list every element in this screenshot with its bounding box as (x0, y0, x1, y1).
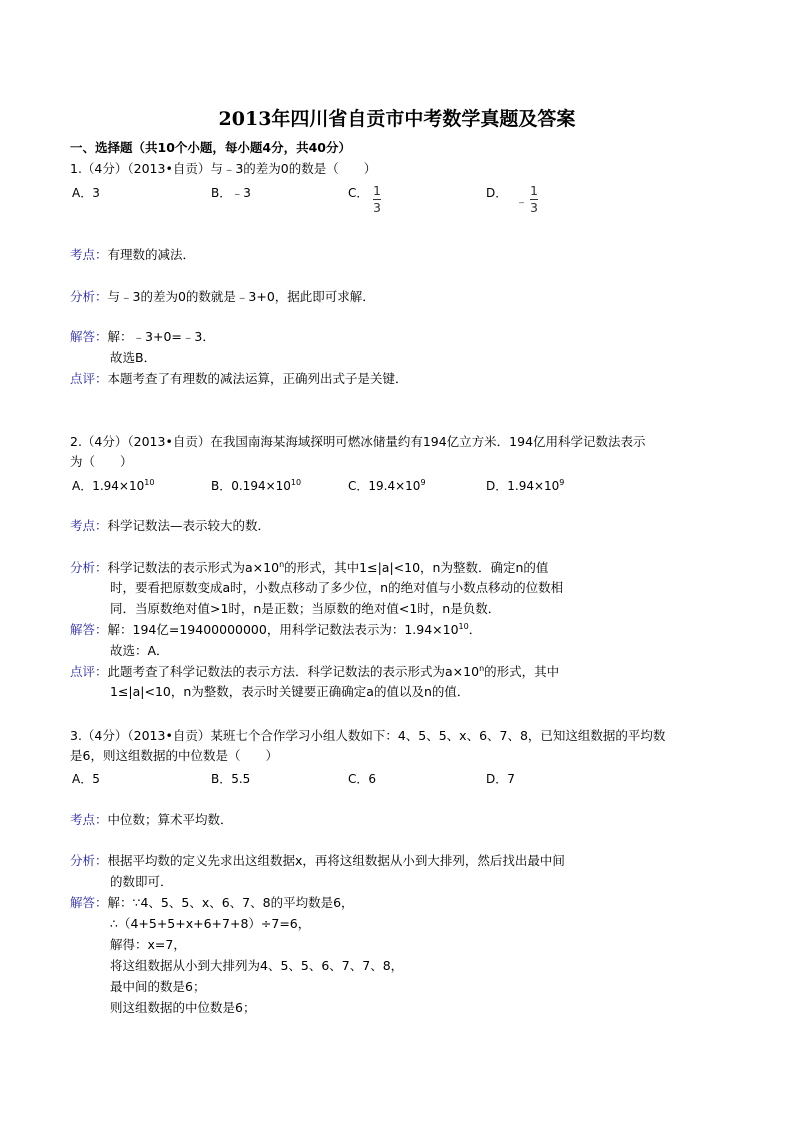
q1-option-b: B．﹣3 (211, 186, 251, 200)
q3-fenxi-line2: 的数即可． (110, 874, 173, 889)
q3-jieda: 解答：解：∵4、5、5、x、6、7、8的平均数是6， (70, 895, 354, 910)
page-title: 2013年四川省自贡市中考数学真题及答案 (218, 108, 576, 130)
q3-fenxi: 分析：根据平均数的定义先求出这组数据x，再将这组数据从小到大排列，然后找出最中间 (70, 853, 565, 868)
q3-stem-line1: 3.（4分）（2013•自贡）某班七个合作学习小组人数如下：4、5、5、x、6、7、8，已知这组数据的平均数 (70, 728, 666, 743)
q1-jieda: 解答：解：﹣3+0=﹣3． (70, 329, 215, 344)
q2-option-a: A．$1.94\times 10^{10}$ (72, 478, 155, 493)
q3-option-a: A．5 (72, 772, 100, 786)
label-dianping: 点评： (70, 664, 108, 679)
q3-jieda-line5: 最中间的数是6； (110, 979, 206, 994)
q1-option-d-minus: ﹣ (515, 195, 529, 210)
q2-jieda: 解答：解：194亿=19400000000，用科学记数法表示为：$1.94\times 10^{10}$． (70, 621, 482, 637)
q2-option-b: B．$0.194\times 10^{10}$ (211, 478, 302, 493)
section-heading: 一、选择题（共10个小题，每小题4分，共40分） (70, 140, 351, 155)
fraction-denominator: 3 (373, 200, 381, 215)
label-fenxi: 分析： (70, 560, 108, 575)
label-dianping: 点评： (70, 371, 108, 386)
fraction-denominator: 3 (530, 200, 538, 215)
label-jieda: 解答： (70, 622, 108, 637)
q1-option-d-fraction (530, 184, 538, 215)
q1-fenxi: 分析：与﹣3的差为0的数就是﹣3+0，据此即可求解． (70, 289, 375, 304)
q3-jieda-line6: 则这组数据的中位数是6； (110, 1000, 256, 1015)
q1-option-c-letter: C． (348, 186, 369, 200)
q3-jieda-line2: ∴（4+5+5+x+6+7+8）÷7=6， (110, 916, 311, 931)
q3-jieda-line4: 将这组数据从小到大排列为4、5、5、6、7、7、8， (110, 958, 404, 973)
label-kaodian: 考点： (70, 812, 108, 827)
label-fenxi: 分析： (70, 289, 108, 304)
q1-kaodian: 考点：有理数的减法． (70, 247, 196, 262)
label-kaodian: 考点： (70, 247, 108, 262)
q2-fenxi-line3: 同．当原数绝对值>1时，n是正数；当原数的绝对值<1时，n是负数． (110, 601, 501, 616)
q2-dianping-line2: 1≤|a|<10，n为整数，表示时关键要正确确定a的值以及n的值． (110, 684, 470, 699)
label-kaodian: 考点： (70, 518, 108, 533)
q1-option-a: A．3 (72, 186, 100, 200)
q2-dianping: 点评：此题考查了科学记数法的表示方法．科学记数法的表示形式为$a\times 10^n$的形式，其中 (70, 663, 560, 679)
q2-fenxi: 分析：科学记数法的表示形式为$a\times 10^n$的形式，其中1≤|a|<10，n为整数．确定n的值 (70, 559, 549, 575)
q2-stem-line2: 为（ ） (70, 454, 133, 469)
label-jieda: 解答： (70, 329, 108, 344)
q1-dianping: 点评：本题考查了有理数的减法运算，正确列出式子是关键． (70, 371, 408, 386)
label-jieda: 解答： (70, 895, 108, 910)
q3-option-b: B．5.5 (211, 772, 251, 786)
label-fenxi: 分析： (70, 853, 108, 868)
q3-option-d: D．7 (486, 772, 515, 786)
q2-option-c: C．$19.4\times 10^9$ (348, 478, 426, 493)
q3-stem-line2: 是6，则这组数据的中位数是（ ） (70, 748, 278, 763)
q1-stem: 1.（4分）（2013•自贡）与﹣3的差为0的数是（ ） (70, 161, 377, 176)
q2-stem-line1: 2.（4分）（2013•自贡）在我国南海某海域探明可燃冰储量约有194亿立方米．194亿用科学记数法表示 (70, 434, 646, 449)
q3-kaodian: 考点：中位数；算术平均数． (70, 812, 233, 827)
fraction-numerator: 1 (530, 183, 538, 198)
q2-jieda-line2: 故选：A． (110, 643, 169, 658)
q1-option-d-letter: D． (486, 186, 508, 200)
q3-option-c: C．6 (348, 772, 377, 786)
q1-jieda-line2: 故选B． (110, 350, 157, 365)
q2-fenxi-line2: 时，要看把原数变成a时，小数点移动了多少位，n的绝对值与小数点移动的位数相 (110, 580, 564, 595)
q3-jieda-line3: 解得：x=7， (110, 937, 186, 952)
q1-option-c-fraction (373, 184, 381, 215)
q2-kaodian: 考点：科学记数法—表示较大的数． (70, 518, 271, 533)
fraction-numerator: 1 (373, 183, 381, 198)
q2-option-d: D．$1.94\times 10^9$ (486, 478, 565, 493)
